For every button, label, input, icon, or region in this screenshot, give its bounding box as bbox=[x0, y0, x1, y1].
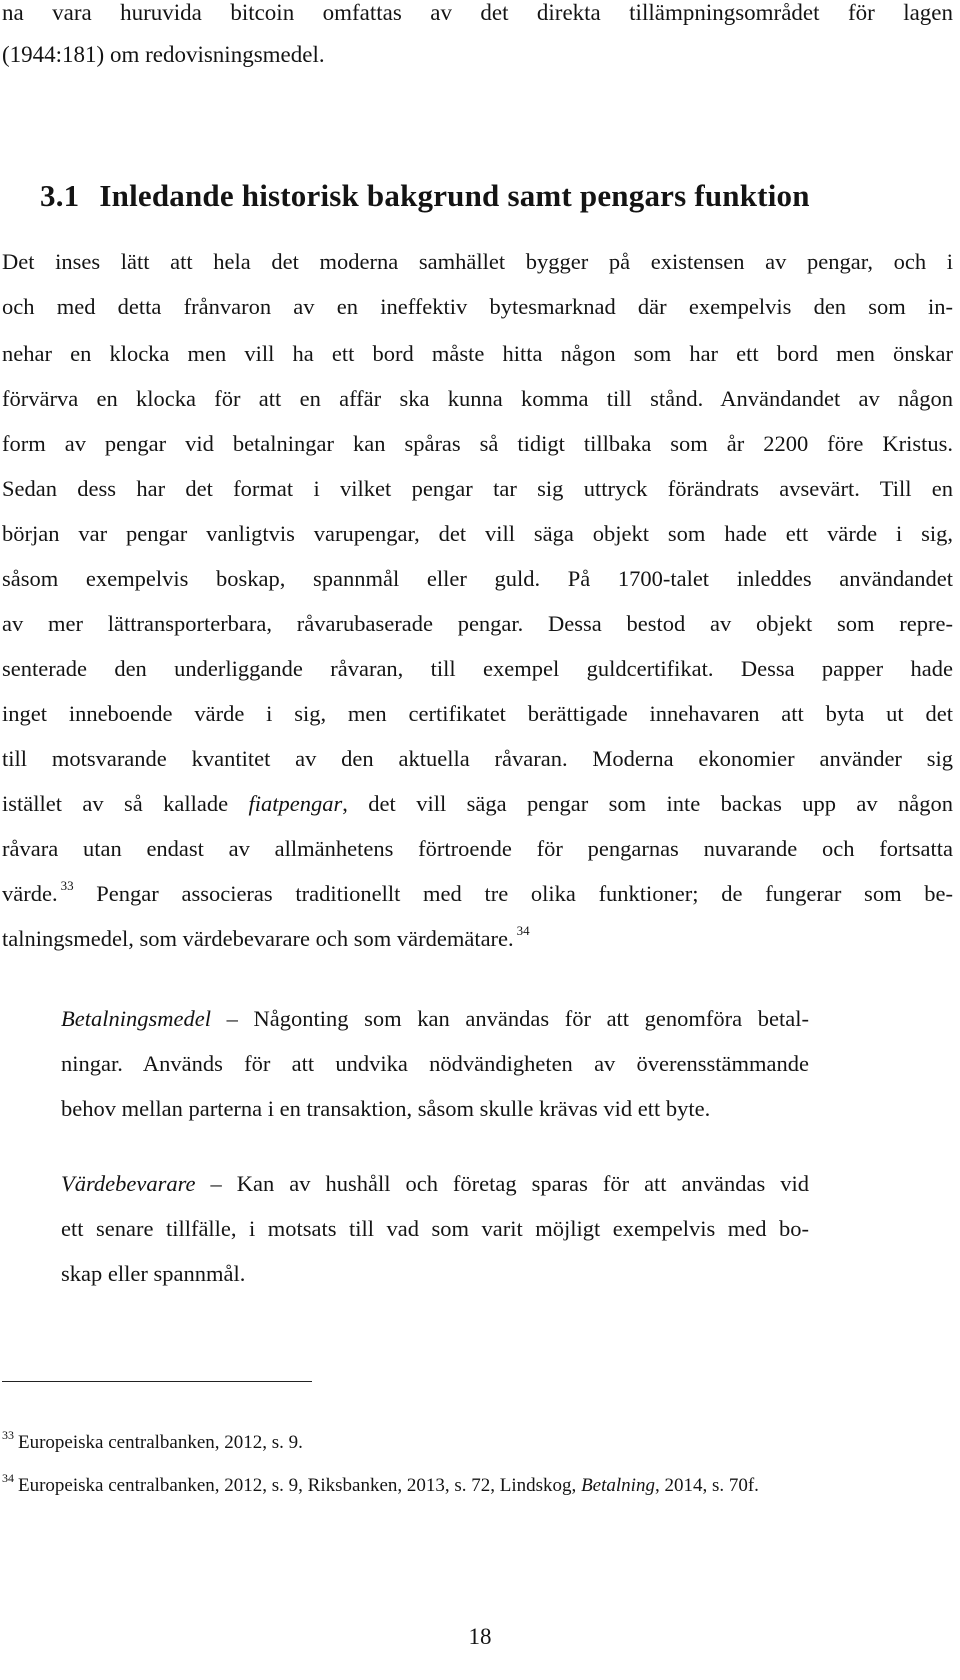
section-title: Inledande historisk bakgrund samt pengars funktion bbox=[99, 178, 810, 213]
footnote-34 bbox=[2, 1471, 759, 1496]
body-text-fragment: istället av så kallade bbox=[2, 791, 249, 816]
section-number: 3.1 bbox=[40, 178, 80, 213]
definition-line bbox=[61, 1008, 809, 1031]
definition-term: Värdebevarare bbox=[61, 1171, 196, 1196]
body-line: inget inneboende värde i sig, men certifikatet berättigade innehavaren att byta ut det bbox=[2, 701, 953, 726]
intro-line-2: (1944:181) om redovisningsmedel. bbox=[2, 42, 325, 67]
footnote-reference[interactable]: 33 bbox=[60, 878, 74, 893]
body-line: Det inses lätt att hela det moderna samhället bygger på existensen av pengar, och i bbox=[2, 249, 953, 274]
footnote-reference[interactable]: 34 bbox=[516, 923, 530, 938]
body-line: förvärva en klocka för att en affär ska kunna komma till stånd. Användandet av någon bbox=[2, 386, 953, 411]
body-line: början var pengar vanligtvis varupengar, det vill säga objekt som hade ett värde i sig, bbox=[2, 521, 953, 546]
body-line: Sedan dess har det format i vilket pengar tar sig uttryck förändrats avsevärt. Till en bbox=[2, 476, 953, 501]
body-text-fragment: värde. bbox=[2, 881, 58, 906]
body-line: av mer lättransporterbara, råvarubaserade pengar. Dessa bestod av objekt som repre- bbox=[2, 611, 953, 636]
body-line: till motsvarande kvantitet av den aktuella råvaran. Moderna ekonomier använder sig bbox=[2, 746, 953, 771]
footnote-number: 33 bbox=[2, 1428, 14, 1442]
footnote-number: 34 bbox=[2, 1471, 14, 1485]
section-heading bbox=[40, 180, 810, 211]
body-line: och med detta frånvaron av en ineffektiv bytesmarknad där exempelvis den som in- bbox=[2, 294, 953, 319]
body-line: råvara utan endast av allmänhetens förtroende för pengarnas nuvarande och fortsatta bbox=[2, 836, 953, 861]
footnote-33 bbox=[2, 1428, 303, 1453]
body-line bbox=[2, 878, 953, 906]
footnote-text: Europeiska centralbanken, 2012, s. 9, Riksbanken, 2013, s. 72, Lindskog, bbox=[18, 1475, 582, 1496]
definition-line: ett senare tillfälle, i motsats till vad som varit möjligt exempelvis med bo- bbox=[61, 1216, 809, 1241]
body-line: nehar en klocka men vill ha ett bord måste hitta någon som har ett bord men önskar bbox=[2, 341, 953, 366]
definition-dash: – bbox=[195, 1171, 237, 1196]
footnote-separator bbox=[2, 1381, 312, 1382]
intro-line-1: na vara huruvida bitcoin omfattas av det direkta tillämpningsområdet för lagen bbox=[2, 0, 953, 25]
body-line: form av pengar vid betalningar kan spåras så tidigt tillbaka som år 2200 före Kristus. bbox=[2, 431, 953, 456]
emphasized-term: fiatpengar bbox=[248, 791, 343, 816]
definition-line: behov mellan parterna i en transaktion, såsom skulle krävas vid ett byte. bbox=[61, 1096, 711, 1121]
footnote-text: Europeiska centralbanken, 2012, s. 9. bbox=[18, 1432, 303, 1453]
footnote-text: , 2014, s. 70f. bbox=[654, 1475, 759, 1496]
body-line bbox=[2, 793, 953, 816]
definition-line bbox=[61, 1173, 809, 1196]
definition-dash: – bbox=[210, 1006, 254, 1031]
definition-term: Betalningsmedel bbox=[61, 1006, 211, 1031]
body-text-fragment: , det vill säga pengar som inte backas upp av någon bbox=[342, 791, 954, 816]
definition-line: skap eller spannmål. bbox=[61, 1261, 246, 1286]
body-line: såsom exempelvis boskap, spannmål eller guld. På 1700-talet inleddes användandet bbox=[2, 566, 953, 591]
footnote-emphasis: Betalning bbox=[581, 1475, 655, 1496]
definition-line: ningar. Används för att undvika nödvändigheten av överensstämmande bbox=[61, 1051, 809, 1076]
body-line bbox=[2, 923, 530, 951]
page-number: 18 bbox=[468, 1624, 492, 1649]
body-text-fragment: talningsmedel, som värdebevarare och som värdemätare. bbox=[2, 926, 514, 951]
definition-text: Kan av hushåll och företag sparas för att användas vid bbox=[236, 1171, 809, 1196]
body-text-fragment: Pengar associeras traditionellt med tre olika funktioner; de fungerar som be- bbox=[73, 881, 953, 906]
body-line: senterade den underliggande råvaran, till exempel guldcertifikat. Dessa papper hade bbox=[2, 656, 953, 681]
definition-text: Någonting som kan användas för att genomföra betal- bbox=[253, 1006, 809, 1031]
